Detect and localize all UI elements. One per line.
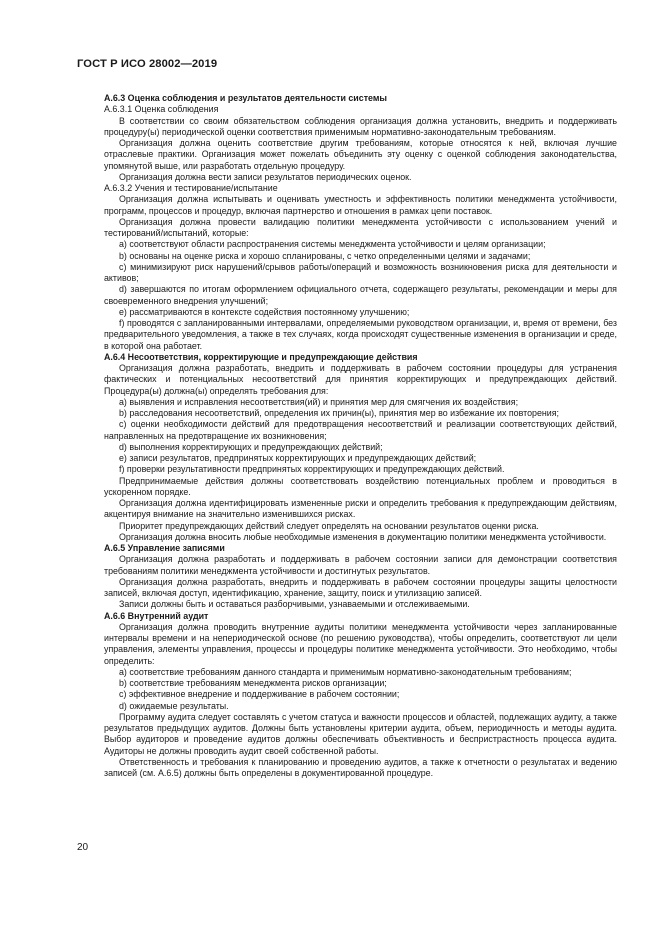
page-number: 20 bbox=[77, 842, 89, 853]
paragraph: Организация должна разработать, внедрить и поддерживать в рабочем состоянии процедуры для устранения фактических и потенциальных несоответствий для принятия корректирующих и предупреждающих действий. Процедура(ы) должна(ы) определять требования для: bbox=[104, 363, 617, 396]
paragraph: Организация должна испытывать и оценивать уместность и эффективность политики менеджмента устойчивости, программ, процессов и процедур, включая партнерство и отношения в рамках цепи поставок. bbox=[104, 194, 617, 216]
paragraph: В соответствии со своим обязательством соблюдения организация должна установить, внедрить и поддерживать процедуру(ы) периодической оценки соответствия применимым нормативно-законодательным требованиям. bbox=[104, 115, 617, 137]
paragraph: Организация должна идентифицировать измененные риски и определить требования к предупреждающим действиям, акцентируя внимание на значительно изменившихся рисках. bbox=[104, 498, 617, 520]
section-heading: A.6.6 Внутренний аудит bbox=[104, 610, 209, 621]
list-item: c) минимизируют риск нарушений/срывов работы/операций и возможность возникновения риска для деятельности и активов; bbox=[104, 261, 617, 283]
list-item: b) соответствие требованиям менеджмента рисков организации; bbox=[119, 678, 387, 688]
paragraph: Предпринимаемые действия должны соответствовать воздействию потенциальных проблем и проводиться в ускоренном порядке. bbox=[104, 475, 617, 497]
paragraph: Организация должна провести валидацию политики менеджмента устойчивости с использованием учений и тестирований/испытаний, которые: bbox=[104, 216, 617, 238]
list-item: e) рассматриваются в контексте содействия постоянному улучшению; bbox=[119, 306, 410, 317]
list-item: c) оценки необходимости действий для предотвращения несоответствий и реализации соответствующих действий, направленных на предотвращение их возникновения; bbox=[104, 419, 617, 441]
list-item: f) проверки результативности предпринятых корректирующих и предупреждающих действий. bbox=[119, 464, 505, 475]
section-heading: A.6.3 Оценка соблюдения и результатов деятельности системы bbox=[104, 93, 388, 103]
list-item: b) расследования несоответствий, определения их причин(ы), принятия мер во избежание их повторения; bbox=[119, 408, 560, 418]
document-header: ГОСТ Р ИСО 28002—2019 bbox=[77, 58, 218, 70]
list-item: a) соответствуют области распространения системы менеджмента устойчивости и целям организации; bbox=[119, 239, 546, 250]
paragraph: Организация должна вносить любые необходимые изменения в документацию политики менеджмента устойчивости. bbox=[119, 531, 607, 542]
list-item: c) эффективное внедрение и поддерживание в рабочем состоянии; bbox=[119, 689, 400, 700]
paragraph: Организация должна разработать, внедрить и поддерживать в рабочем состоянии процедуры защиты целостности записей, включая доступ, идентификацию, хранение, защиту, поиск и утилизацию записей. bbox=[104, 576, 617, 598]
paragraph: Организация должна вести записи результатов периодических оценок. bbox=[119, 171, 412, 182]
paragraph: Организация должна оценить соответствие другим требованиям, которые относятся к ней, включая лучшие отраслевые практики. Организация может пожелать объединить эту оценку с оценкой соблюдения законодательства, упомянутой выше, или разработать отдельную процедуру. bbox=[104, 138, 617, 171]
section-heading: A.6.4 Несоответствия, корректирующие и предупреждающие действия bbox=[104, 351, 418, 362]
list-item: a) выявления и исправления несоответствия(ий) и принятия мер для смягчения их воздействия; bbox=[119, 396, 519, 407]
paragraph: Организация должна разработать и поддерживать в рабочем состоянии записи для демонстрации соответствия требованиям политики менеджмента устойчивости и достигнутых результатов. bbox=[104, 554, 617, 576]
paragraph: Программу аудита следует составлять с учетом статуса и важности процессов и областей, подлежащих аудиту, а также результатов предыдущих аудитов. Должны быть установлены критерии аудита, объем, периодичность и методы аудита. Выбор аудиторов и проведение аудитов должны обеспечивать объективность и беспристрастность процесса аудита. Аудиторы не должны проводить аудит своей собственной работы. bbox=[104, 711, 617, 756]
paragraph: Записи должны быть и оставаться разборчивыми, узнаваемыми и отслеживаемыми. bbox=[119, 599, 470, 610]
list-item: d) ожидаемые результаты. bbox=[119, 700, 229, 711]
paragraph: Ответственность и требования к планированию и проведению аудитов, а также к отчетности о результатах и ведению записей (см. А.6.5) должны быть определены в документированной процедуре. bbox=[104, 756, 617, 778]
list-item: b) основаны на оценке риска и хорошо спланированы, с четко определенными целями и задачами; bbox=[119, 250, 531, 261]
subsection-heading: A.6.3.1 Оценка соблюдения bbox=[104, 104, 219, 115]
subsection-heading: A.6.3.2 Учения и тестирование/испытание bbox=[104, 183, 278, 193]
section-heading: A.6.5 Управление записями bbox=[104, 543, 225, 553]
paragraph: Организация должна проводить внутренние аудиты политики менеджмента устойчивости через запланированные интервалы времени и на непериодической основе (по решению руководства), чтобы определить, соответствуют ли цели управления, элементы управления, процессы и процедуры политике менеджмента устойчивости. Это необходимо, чтобы определить: bbox=[104, 621, 617, 666]
list-item: f) проводятся с запланированными интервалами, определяемыми руководством организации, и, время от времени, без предварительного уведомления, а также в тех случаях, когда происходят существенные изменения в организации и среде, в которой она работает. bbox=[104, 318, 617, 351]
document-body bbox=[104, 93, 617, 779]
list-item: e) записи результатов, предпринятых корректирующих и предупреждающих действий; bbox=[119, 453, 477, 463]
list-item: d) завершаются по итогам оформлением официального отчета, содержащего результаты, рекомендации и меры для своевременного внедрения улучшений; bbox=[104, 284, 617, 306]
paragraph: Приоритет предупреждающих действий следует определять на основании результатов оценки риска. bbox=[119, 520, 539, 531]
list-item: d) выполнения корректирующих и предупреждающих действий; bbox=[119, 441, 383, 452]
list-item: a) соответствие требованиям данного стандарта и применимым нормативно-законодательным требованиям; bbox=[119, 666, 572, 677]
